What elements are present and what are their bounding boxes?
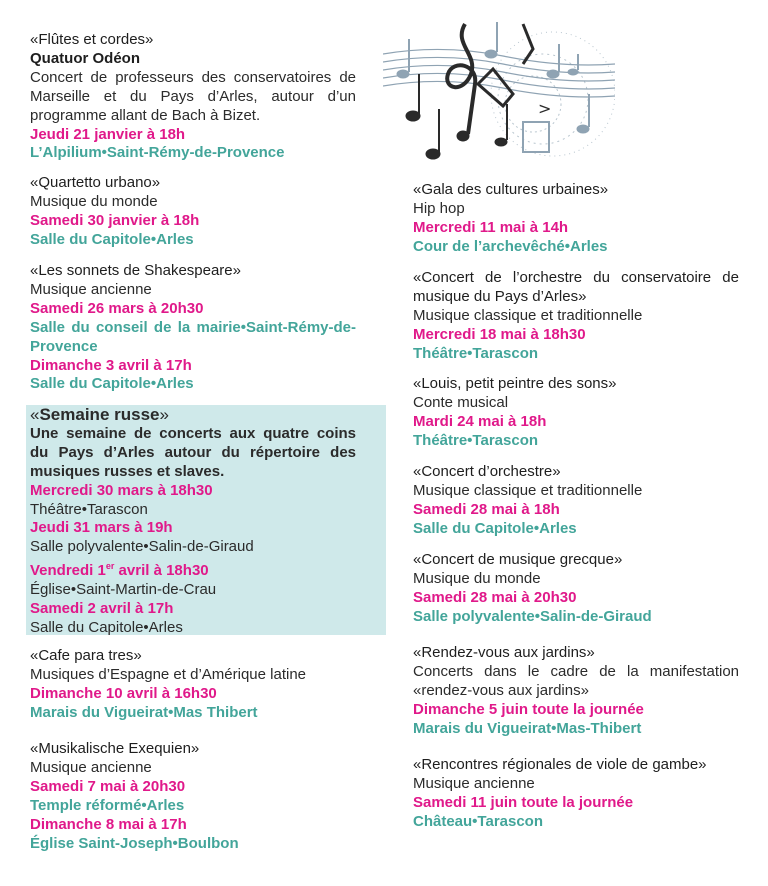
event-venue: Église•Saint-Martin-de-Crau bbox=[30, 581, 217, 599]
event-description: Une semaine de concerts aux quatre coins du Pays d’Arles autour du répertoire des musiques russes et slaves. bbox=[30, 424, 356, 480]
event-title: «Les sonnets de Shakespeare» bbox=[30, 262, 241, 279]
event-title: «Rendez-vous aux jardins» bbox=[413, 644, 595, 661]
event-date: Samedi 26 mars à 20h30 bbox=[30, 299, 204, 317]
date-part: Vendredi 1 bbox=[30, 562, 106, 580]
event-genre: Musique ancienne bbox=[30, 758, 152, 776]
event-venue: Salle polyvalente•Salin-de-Giraud bbox=[30, 538, 254, 556]
event-venue: Château•Tarascon bbox=[413, 812, 544, 830]
event-date: Samedi 2 avril à 17h bbox=[30, 600, 174, 618]
event-venue: Marais du Vigueirat•Mas Thibert bbox=[30, 703, 258, 721]
svg-text:>: > bbox=[538, 99, 552, 118]
event-venue: Théâtre•Tarascon bbox=[413, 431, 539, 449]
event-flutes-et-cordes bbox=[30, 31, 356, 163]
event-venue: Cour de l’archevêché•Arles bbox=[413, 237, 608, 255]
event-date: Jeudi 31 mars à 19h bbox=[30, 519, 173, 537]
event-title: «Louis, petit peintre des sons» bbox=[413, 375, 617, 392]
event-quartetto-urbano bbox=[30, 174, 356, 250]
event-cafe-para-tres bbox=[30, 647, 356, 723]
event-genre: Musique du monde bbox=[30, 192, 158, 210]
event-rendez-vous-jardins bbox=[413, 644, 739, 739]
event-date: Samedi 7 mai à 20h30 bbox=[30, 777, 186, 795]
event-title: «Cafe para tres» bbox=[30, 647, 142, 664]
event-gala-cultures-urbaines bbox=[413, 181, 739, 257]
event-venue: Salle polyvalente•Salin-de-Giraud bbox=[413, 607, 652, 625]
event-genre: Conte musical bbox=[413, 393, 509, 411]
event-concert-orchestre bbox=[413, 463, 739, 539]
event-genre: Musique classique et traditionnelle bbox=[413, 481, 643, 499]
date-part: avril à 18h30 bbox=[114, 562, 209, 580]
event-louis-petit-peintre bbox=[413, 375, 739, 451]
event-venue: Salle du Capitole•Arles bbox=[30, 618, 183, 636]
music-notes-illustration-icon bbox=[383, 14, 615, 164]
event-date: Dimanche 5 juin toute la journée bbox=[413, 700, 644, 718]
event-semaine-russe bbox=[30, 406, 356, 638]
event-venue: Salle du Capitole•Arles bbox=[30, 375, 194, 393]
event-date: Mercredi 30 mars à 18h30 bbox=[30, 481, 213, 499]
quote-close: » bbox=[159, 405, 169, 424]
event-title: «Flûtes et cordes» bbox=[30, 31, 154, 48]
event-date: Dimanche 8 mai à 17h bbox=[30, 815, 187, 833]
event-date bbox=[30, 557, 356, 581]
event-date: Samedi 30 janvier à 18h bbox=[30, 211, 200, 229]
event-venue: L’Alpilium•Saint-Rémy-de-Provence bbox=[30, 144, 285, 162]
event-subtitle: Quatuor Odéon bbox=[30, 49, 140, 67]
event-description: Concert de professeurs des conservatoires de Marseille et du Pays d’Arles, autour d’un programme allant de Bach à Bizet. bbox=[30, 68, 356, 124]
event-title: «Rencontres régionales de viole de gambe» bbox=[413, 756, 707, 773]
event-venue: Salle du conseil de la mairie•Saint-Rémy-de-Provence bbox=[30, 318, 356, 355]
event-date: Jeudi 21 janvier à 18h bbox=[30, 125, 186, 143]
event-genre: Concerts dans le cadre de la manifestation «rendez-vous aux jardins» bbox=[413, 662, 739, 699]
event-musique-grecque bbox=[413, 551, 739, 627]
event-title: «Concert de musique grecque» bbox=[413, 551, 623, 568]
event-date: Dimanche 10 avril à 16h30 bbox=[30, 684, 217, 702]
event-title bbox=[30, 406, 356, 425]
event-date: Mercredi 18 mai à 18h30 bbox=[413, 325, 586, 343]
quote-open: « bbox=[30, 405, 40, 424]
event-genre: Musique classique et traditionnelle bbox=[413, 306, 643, 324]
event-genre: Musique ancienne bbox=[30, 280, 152, 298]
event-date: Samedi 28 mai à 18h bbox=[413, 500, 560, 518]
event-title: «Musikalische Exequien» bbox=[30, 740, 200, 757]
event-genre: Hip hop bbox=[413, 199, 465, 217]
event-venue: Église Saint-Joseph•Boulbon bbox=[30, 834, 239, 852]
event-venue: Salle du Capitole•Arles bbox=[30, 230, 194, 248]
event-sonnets-shakespeare bbox=[30, 262, 356, 394]
date-superscript: er bbox=[105, 561, 115, 572]
event-title: «Gala des cultures urbaines» bbox=[413, 181, 609, 198]
event-date: Mardi 24 mai à 18h bbox=[413, 412, 547, 430]
event-venue: Temple réformé•Arles bbox=[30, 796, 185, 814]
event-musikalische-exequien bbox=[30, 740, 356, 853]
event-viole-de-gambe bbox=[413, 756, 739, 832]
event-orchestre-conservatoire bbox=[413, 269, 739, 364]
event-genre: Musique du monde bbox=[413, 569, 541, 587]
event-venue: Théâtre•Tarascon bbox=[413, 344, 539, 362]
event-genre: Musique ancienne bbox=[413, 774, 535, 792]
event-date: Samedi 28 mai à 20h30 bbox=[413, 588, 577, 606]
event-date: Samedi 11 juin toute la journée bbox=[413, 793, 634, 811]
event-genre: Musiques d’Espagne et d’Amérique latine bbox=[30, 665, 306, 683]
event-title: «Quartetto urbano» bbox=[30, 174, 161, 191]
event-venue: Théâtre•Tarascon bbox=[30, 500, 148, 518]
event-venue: Marais du Vigueirat•Mas-Thibert bbox=[413, 719, 642, 737]
event-date: Dimanche 3 avril à 17h bbox=[30, 356, 192, 374]
event-title: «Concert d’orchestre» bbox=[413, 463, 561, 480]
event-title-text: Semaine russe bbox=[39, 405, 160, 424]
event-date: Mercredi 11 mai à 14h bbox=[413, 218, 569, 236]
event-venue: Salle du Capitole•Arles bbox=[413, 519, 577, 537]
event-title: «Concert de l’orchestre du conservatoire de musique du Pays d’Arles» bbox=[413, 269, 739, 305]
